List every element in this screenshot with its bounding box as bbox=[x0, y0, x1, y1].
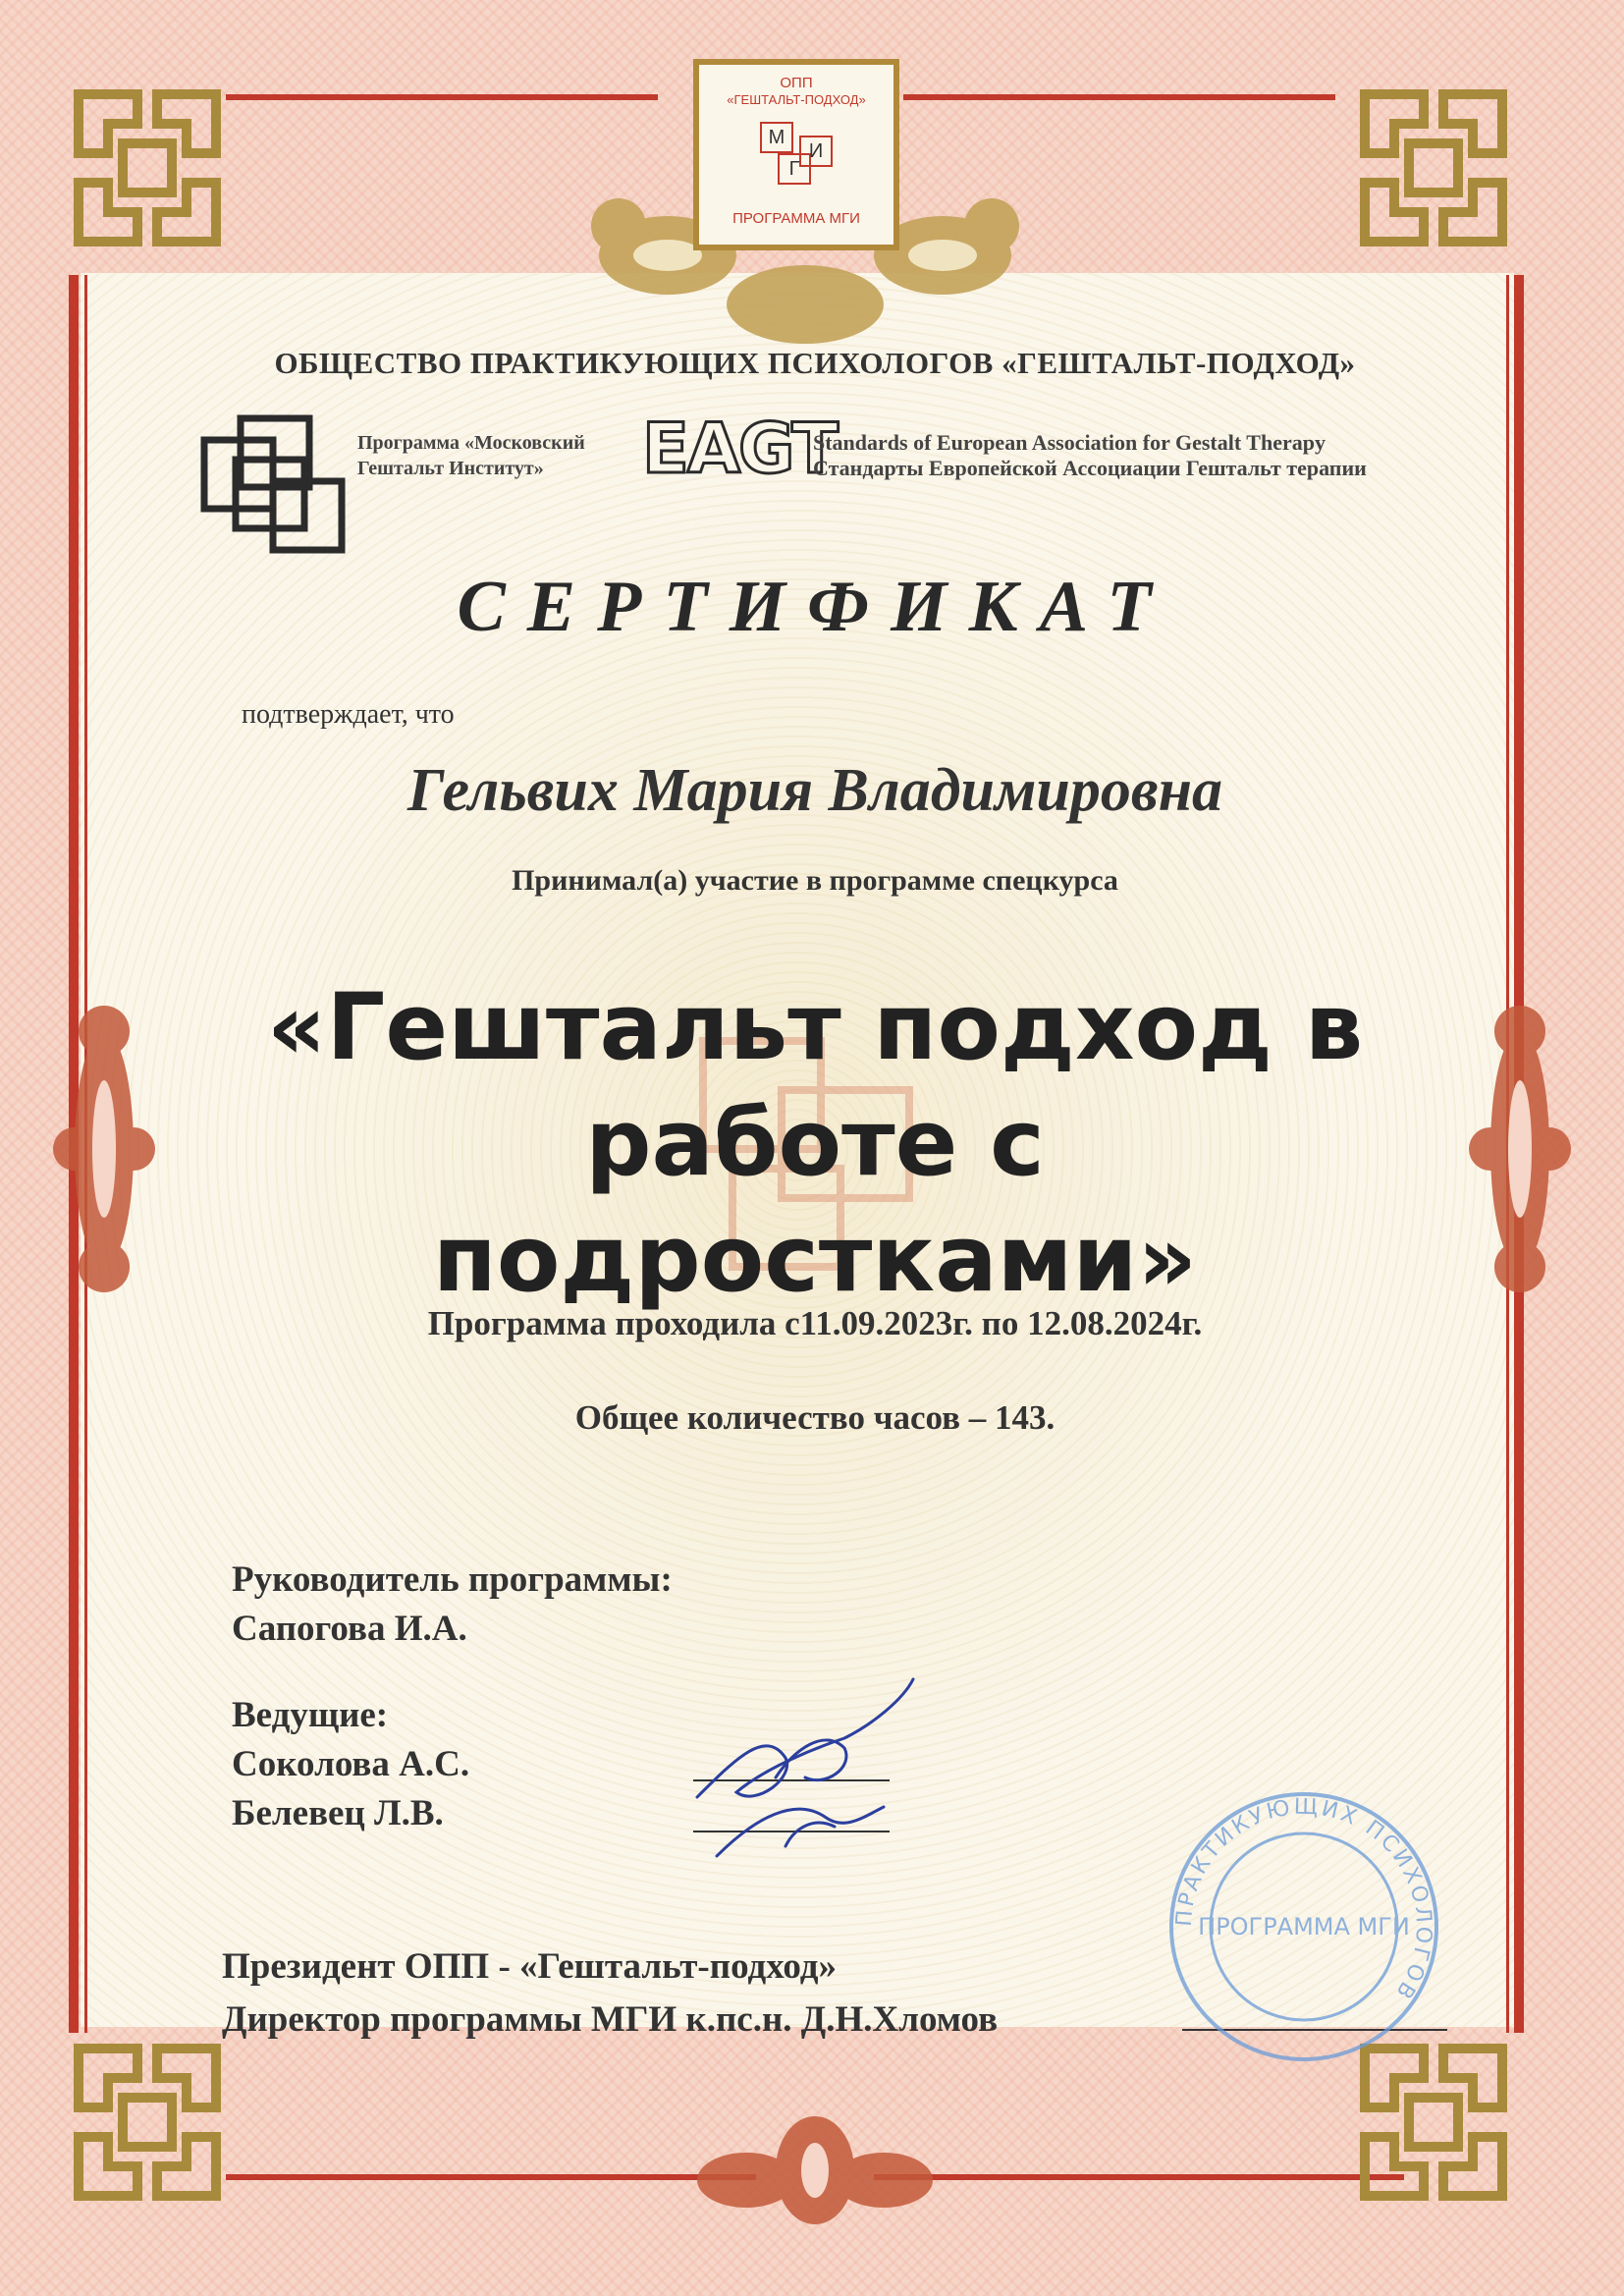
program-seal-box bbox=[693, 59, 899, 250]
seal-letter-m: М bbox=[760, 122, 793, 153]
eagt-line-2: Стандарты Европейской Ассоциации Гештальт терапии bbox=[813, 456, 1367, 480]
course-title bbox=[118, 970, 1512, 1318]
recipient-name: Гельвих Мария Владимировна bbox=[406, 757, 1223, 824]
seal-line-1: ОПП bbox=[780, 75, 813, 91]
seal-line-2: «ГЕШТАЛЬТ-ПОДХОД» bbox=[727, 92, 866, 107]
program-name-text bbox=[357, 430, 585, 481]
program-dates: Программа проходила с11.09.2023г. по 12.08.2024г. bbox=[427, 1304, 1203, 1342]
seal-letter-i: И bbox=[799, 136, 833, 167]
seal-letter-g: Г bbox=[778, 153, 811, 185]
leads-block bbox=[232, 1691, 469, 1838]
frame-top-left bbox=[226, 94, 658, 100]
president-line: Президент ОПП - «Гештальт-подход» bbox=[222, 1946, 837, 1987]
certificate-title: СЕРТИФИКАТ bbox=[457, 567, 1173, 647]
organization-name: ОБЩЕСТВО ПРАКТИКУЮЩИХ ПСИХОЛОГОВ «ГЕШТАЛЬТ-ПОДХОД» bbox=[274, 346, 1356, 380]
program-head-name: Сапогова И.А. bbox=[232, 1609, 467, 1649]
program-line-1: Программа «Московский bbox=[357, 432, 585, 454]
frame-top-right bbox=[903, 94, 1335, 100]
frame-bottom-right bbox=[874, 2174, 1404, 2180]
frame-bottom-left bbox=[226, 2174, 756, 2180]
corner-knot-bottom-left bbox=[69, 2039, 226, 2206]
seal-line-3: ПРОГРАММА МГИ bbox=[732, 210, 860, 227]
stamp-ring-text: ПРАКТИКУЮЩИХ ПСИХОЛОГОВ bbox=[1171, 1794, 1436, 2005]
eagt-line-1: Standards of European Association for Gestalt Therapy bbox=[813, 430, 1326, 455]
eagt-standards-text bbox=[813, 430, 1367, 481]
course-title-line-1: «Гештальт подход в работе с bbox=[266, 974, 1364, 1197]
organization-stamp bbox=[1157, 1779, 1451, 2074]
program-head-label: Руководитель программы: bbox=[232, 1559, 673, 1600]
eagt-logo: EAGT bbox=[642, 409, 837, 489]
course-title-line-2: подростками» bbox=[432, 1206, 1198, 1313]
gestalt-institute-logo bbox=[196, 410, 353, 558]
leads-label: Ведущие: bbox=[232, 1695, 389, 1735]
director-line: Директор программы МГИ к.пс.н. Д.Н.Хломов bbox=[222, 1999, 999, 2040]
participation-text: Принимал(а) участие в программе спецкурса bbox=[512, 864, 1118, 897]
stamp-center-text: ПРОГРАММА МГИ bbox=[1198, 1913, 1410, 1941]
corner-knot-top-left bbox=[69, 84, 226, 251]
program-line-2: Гештальт Институт» bbox=[357, 458, 544, 479]
handwritten-signature bbox=[677, 1669, 933, 1866]
program-head-block bbox=[232, 1556, 673, 1654]
total-hours: Общее количество часов – 143. bbox=[574, 1398, 1056, 1437]
svg-text:ПРАКТИКУЮЩИХ ПСИХОЛОГОВ bbox=[1172, 1795, 1436, 2005]
lead-1-name: Соколова А.С. bbox=[232, 1744, 470, 1784]
seal-mgi-logo bbox=[760, 122, 835, 191]
president-block bbox=[222, 1941, 998, 2047]
corner-knot-top-right bbox=[1355, 84, 1512, 251]
bottom-ornament bbox=[687, 2102, 943, 2239]
confirms-text: подтверждает, что bbox=[242, 699, 455, 730]
lead-2-name: Белевец Л.В. bbox=[232, 1793, 444, 1833]
